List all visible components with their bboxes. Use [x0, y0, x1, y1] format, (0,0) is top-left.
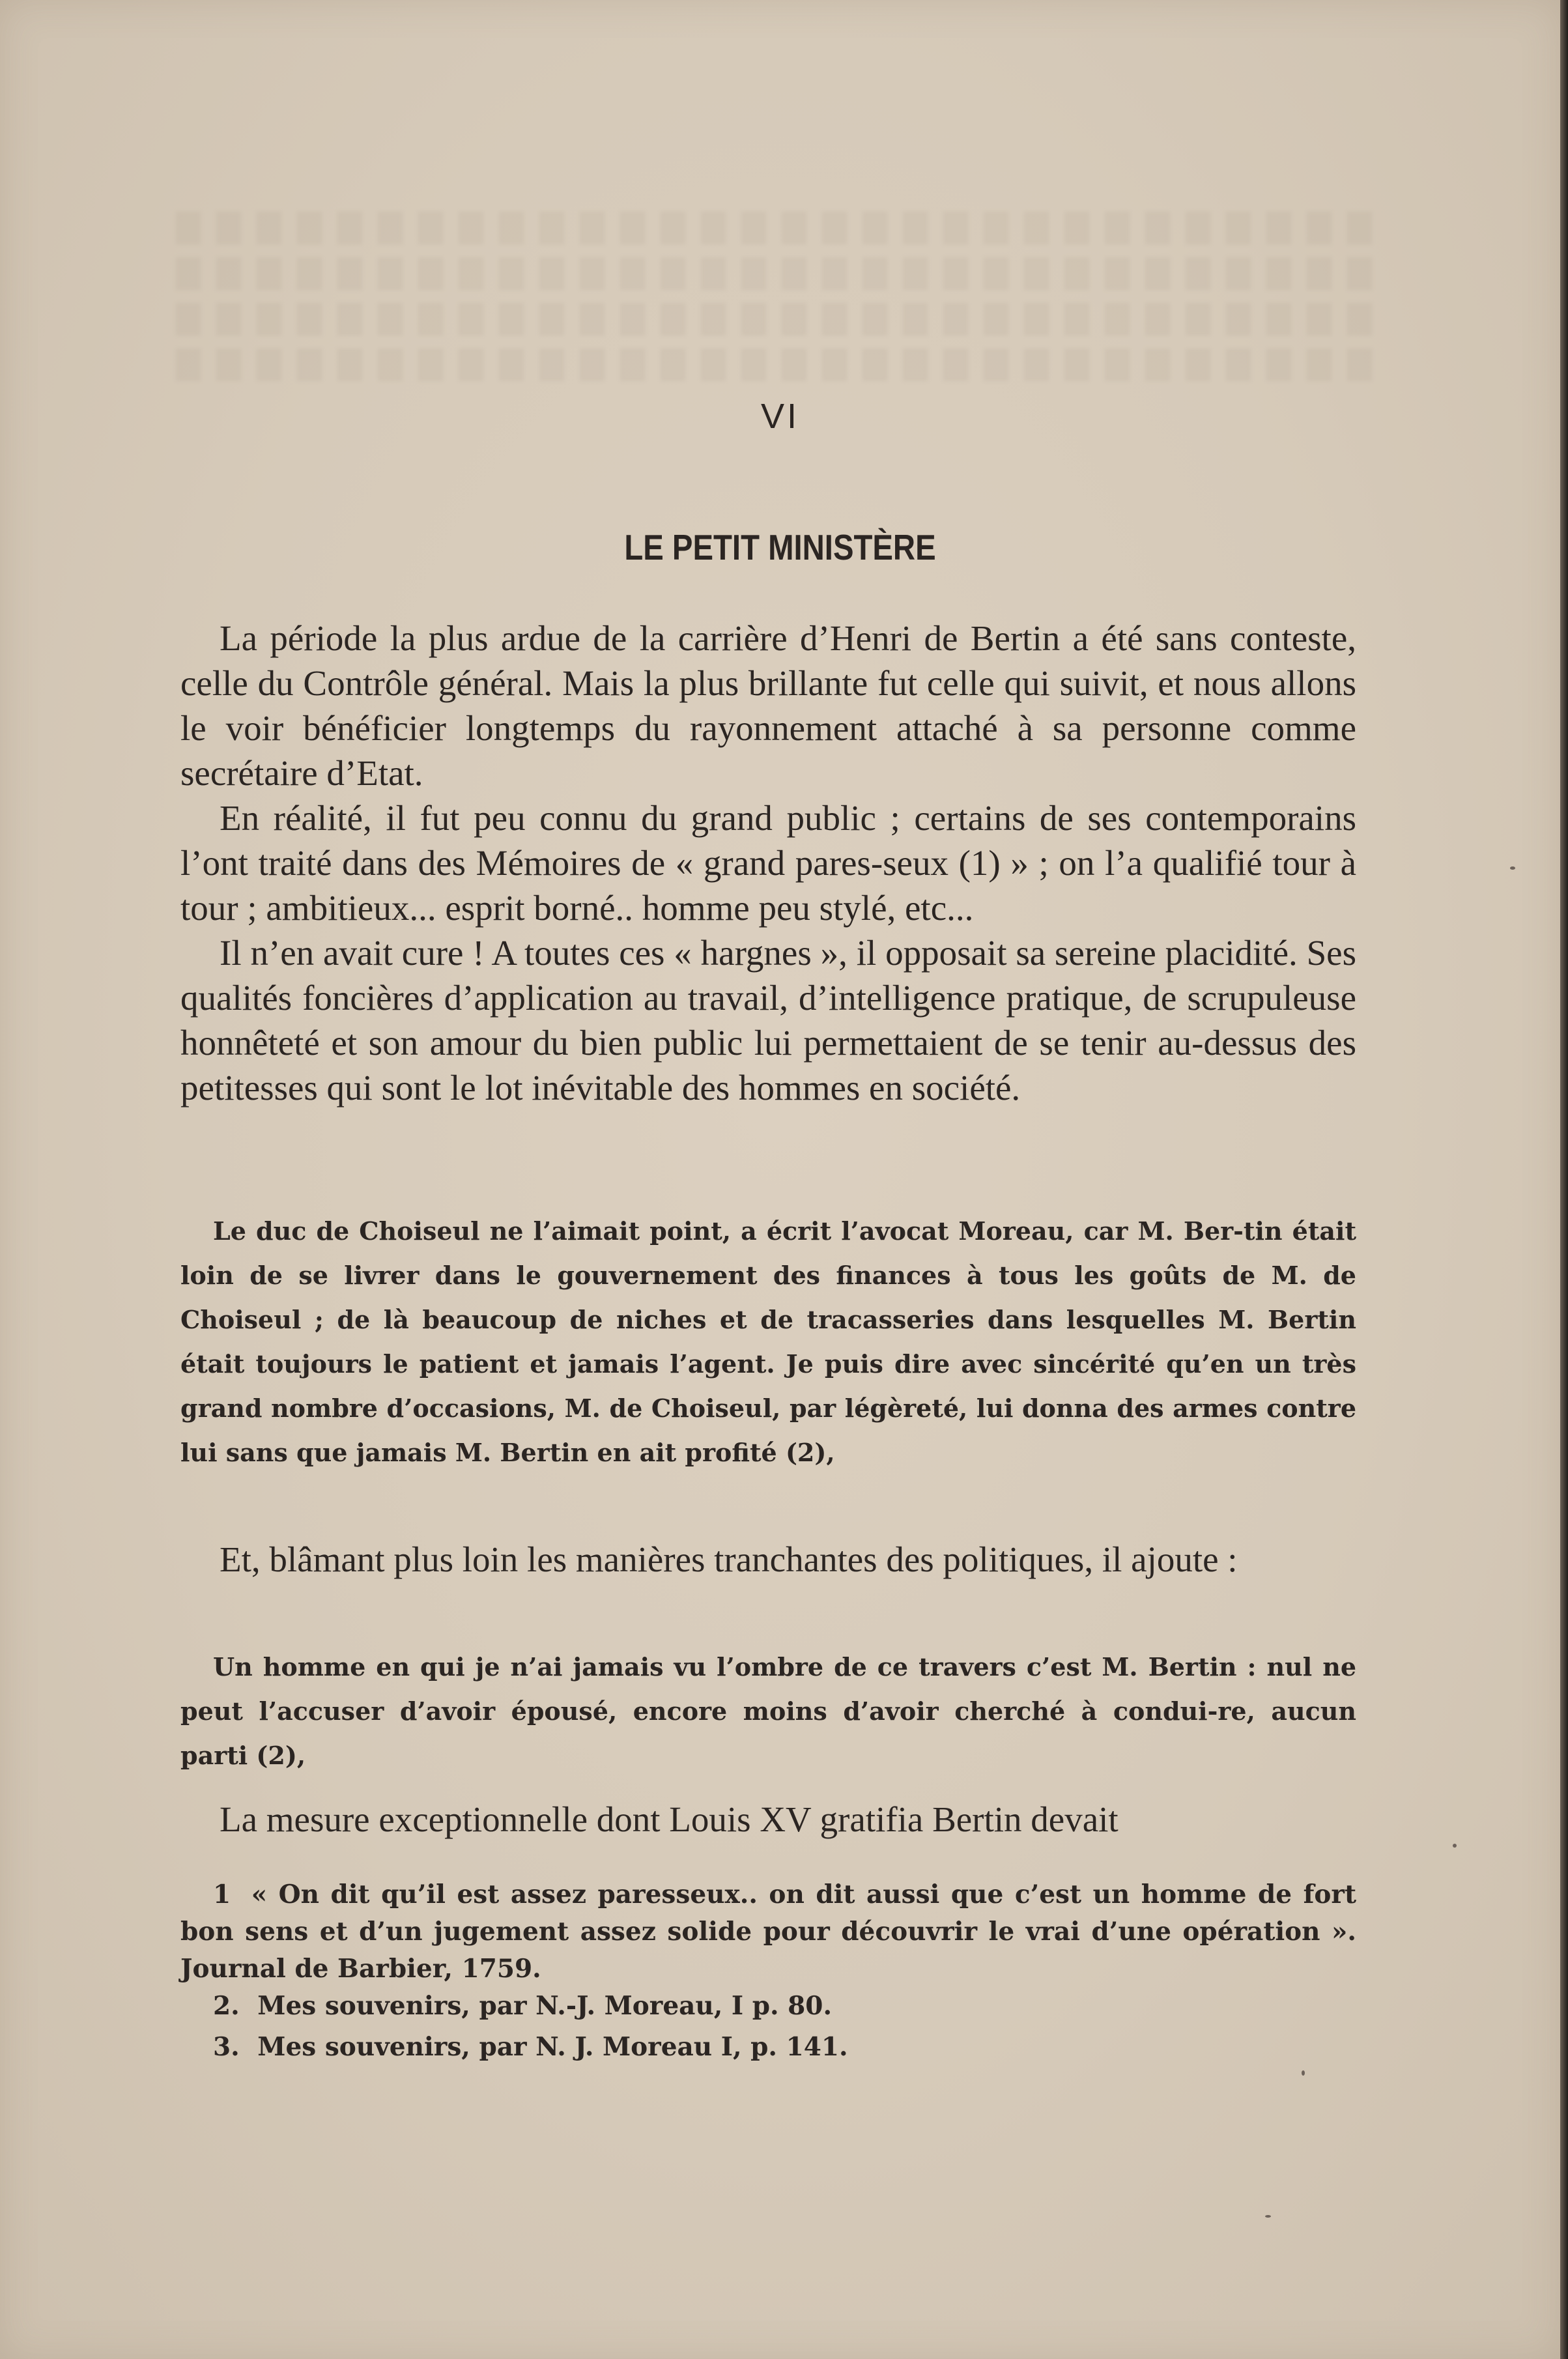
paper-speck — [1302, 2070, 1305, 2076]
footnote — [180, 1876, 1356, 1988]
show-through-text — [176, 303, 1375, 336]
chapter-number: VI — [760, 397, 800, 436]
paragraph: Et, blâmant plus loin les manières tranchantes des politiques, il ajoute : — [220, 1539, 1238, 1579]
body-section-bottom — [180, 1797, 1356, 1842]
footnote — [180, 2029, 1356, 2066]
body-section-top — [180, 616, 1356, 1110]
footnote-number: 2. — [213, 1991, 240, 2021]
show-through-text — [176, 349, 1375, 381]
paragraph: La mesure exceptionnelle dont Louis XV gratifia Bertin devait — [220, 1799, 1119, 1839]
chapter-title: LE PETIT MINISTÈRE — [624, 527, 936, 567]
footnotes — [180, 1876, 1356, 2066]
page-edge-shadow — [1560, 0, 1568, 2359]
footnote-number: 1 — [213, 1880, 231, 1909]
paper-speck — [1265, 2215, 1271, 2218]
block-quote — [180, 1209, 1356, 1475]
show-through-text — [176, 212, 1375, 244]
body-section-middle — [180, 1537, 1356, 1582]
paper-speck — [1510, 866, 1515, 870]
paragraph: La période la plus ardue de la carrière d’Henri de Bertin a été sans conteste, celle du Contrôle général. Mais la plus brillante fut celle qui suivit, et nous allons le voir bénéficier longtemps du rayonnement attaché à sa personne comme secrétaire d’Etat. — [180, 618, 1356, 793]
footnote-text: Mes souvenirs, par N. J. Moreau I, p. 141. — [257, 2032, 848, 2062]
paragraph: Il n’en avait cure ! A toutes ces « hargnes », il opposait sa sereine placidité. Ses qualités foncières d’application au travail, d’intelligence pratique, de scrupuleuse honnêteté et son amour du bien public lui permettaient de se tenir au-dessus des petitesses qui sont le lot inévitable des hommes en société. — [180, 933, 1356, 1108]
quote-paragraph: Le duc de Choiseul ne l’aimait point, a écrit l’avocat Moreau, car M. Ber-tin était loin de se livrer dans le gouvernement des finances à tous les goûts de M. de Choiseul ; de là beaucoup de niches et de tracasseries dans lesquelles M. Bertin était toujours le patient et jamais l’agent. Je puis dire avec sincérité qu’en un très grand nombre d’occasions, M. de Choiseul, par légèreté, lui donna des armes contre lui sans que jamais M. Bertin en ait profité (2), — [180, 1216, 1356, 1467]
footnote-text: « On dit qu’il est assez paresseux.. on dit aussi que c’est un homme de fort bon sens et d’un jugement assez solide pour découvrir le vrai d’une opération ». Journal de Barbier, 1759. — [180, 1880, 1356, 1984]
show-through-text — [176, 257, 1375, 290]
footnote-number: 3. — [213, 2032, 240, 2062]
block-quote — [180, 1645, 1356, 1778]
paper-speck — [1453, 1844, 1457, 1848]
quote-paragraph: Un homme en qui je n’ai jamais vu l’ombre de ce travers c’est M. Bertin : nul ne peut l’accuser d’avoir épousé, encore moins d’avoir cherché à condui-re, aucun parti (2), — [180, 1652, 1356, 1770]
footnote — [180, 1988, 1356, 2025]
paragraph: En réalité, il fut peu connu du grand public ; certains de ses contemporains l’ont traité dans des Mémoires de « grand pares-seux (1) » ; on l’a qualifié tour à tour ; ambitieux... esprit borné.. homme peu stylé, etc... — [180, 798, 1356, 928]
footnote-text: Mes souvenirs, par N.-J. Moreau, I p. 80. — [257, 1991, 833, 2021]
